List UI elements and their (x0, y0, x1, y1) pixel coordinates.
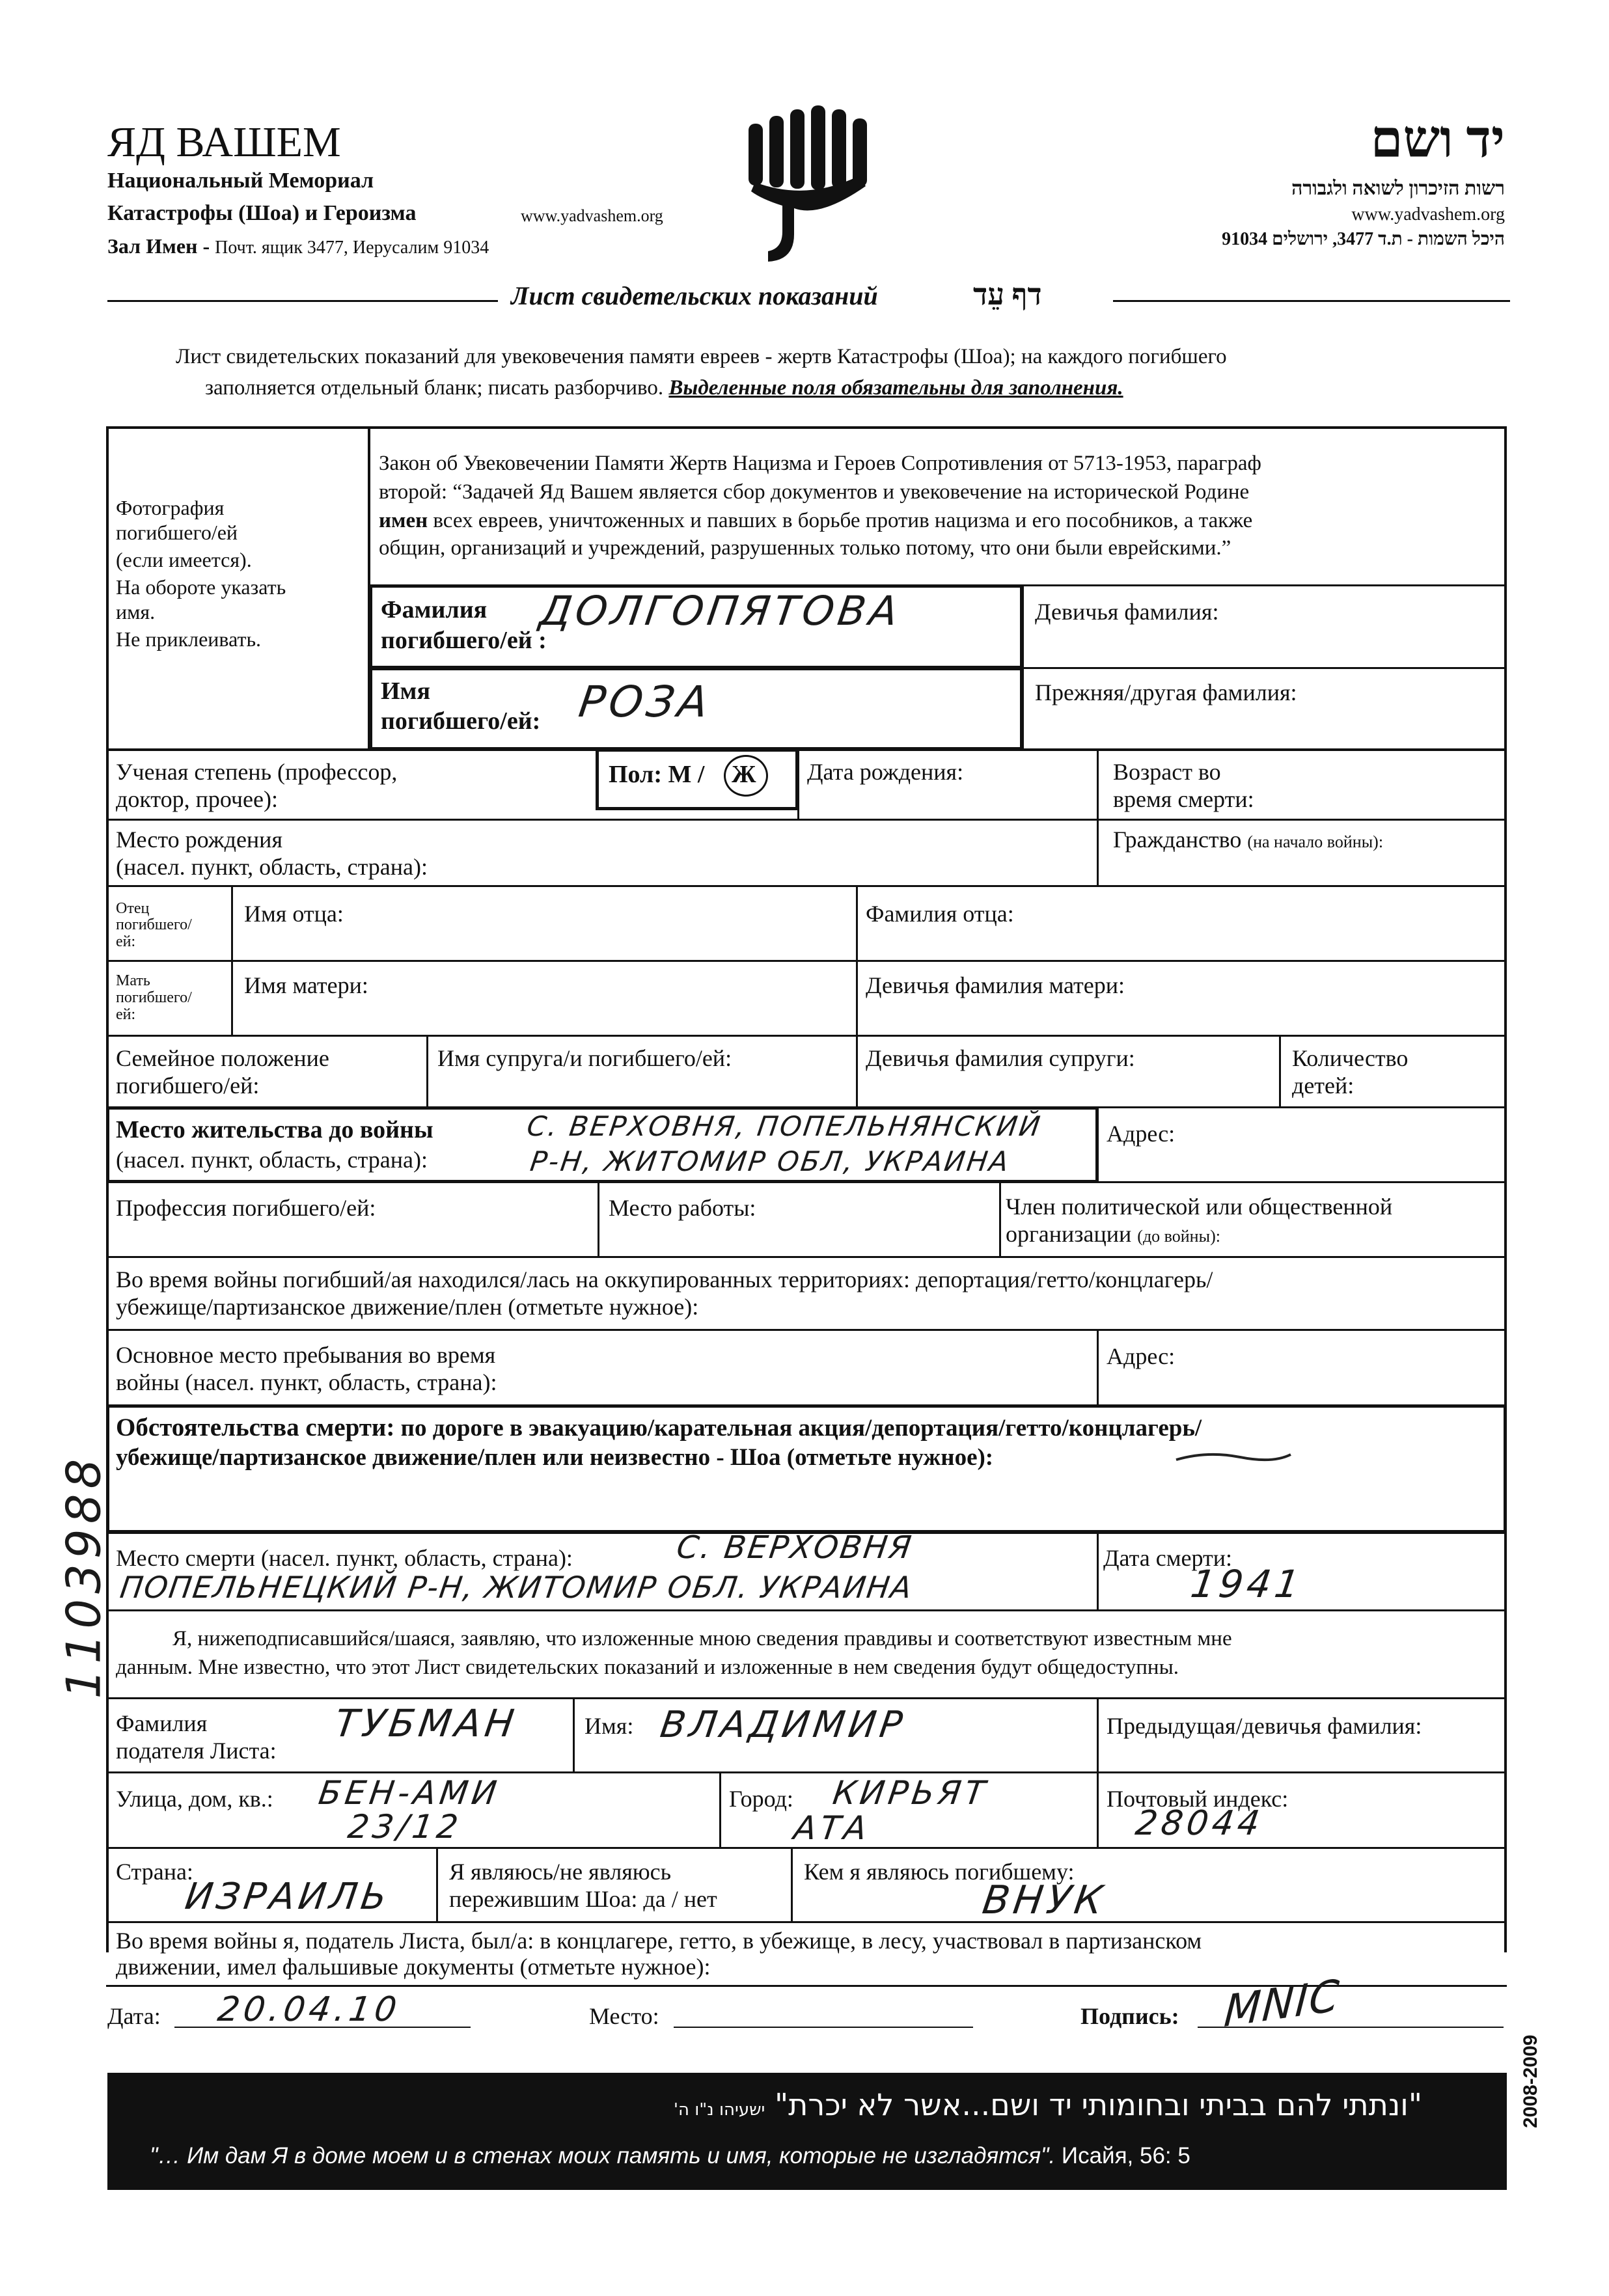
grid-line (1279, 1035, 1281, 1108)
footer-quote-ru-text: "… Им дам Я в доме моем и в стенах моих память и имя, которые не изгладятся". (150, 2143, 1056, 2168)
citizenship-note: (на начало войны): (1247, 832, 1384, 851)
mother-side-label: Мать (116, 972, 150, 989)
city-label: Город: (729, 1786, 793, 1812)
law-names-word: имен (379, 509, 428, 532)
other-surname-label[interactable]: Прежняя/другая фамилия: (1035, 679, 1297, 705)
law-line: Закон об Увековечении Памяти Жертв Нацизма и Героев Сопротивления от 5713-1953, параграф (379, 452, 1261, 475)
law-line (379, 506, 1252, 535)
grid-line (791, 1847, 793, 1922)
yad-vashem-logo-icon (742, 104, 879, 267)
address-label[interactable]: Адрес: (1107, 1121, 1176, 1147)
org-title-ru: ЯД ВАШЕМ (107, 118, 341, 166)
footer-banner (107, 2073, 1507, 2190)
grid-line (719, 1771, 721, 1848)
form-title-ru: Лист свидетельских показаний (511, 281, 878, 310)
footer-quote-he (674, 2086, 1422, 2129)
title-rule-left (107, 300, 498, 302)
residence-label: (насел. пункт, область, страна): (116, 1147, 428, 1173)
grid-line (106, 1921, 1507, 1923)
declaration-text: Я, нижеподписавшийся/шаяся, заявляю, что изложенные мною сведения правдивы и соответствуют известным мне (172, 1627, 1232, 1650)
grid-line (106, 1771, 1507, 1773)
during-war-label[interactable]: Во время войны я, податель Листа, был/а: в концлагере, гетто, в убежище, в лесу, участвовал в партизанском (116, 1928, 1202, 1954)
org-line3-ru (107, 232, 489, 262)
side-years: 2008-2009 (1520, 2034, 1541, 2128)
po-box: Почт. ящик 3477, Иерусалим 91034 (215, 238, 489, 258)
father-name-label[interactable]: Имя отца: (244, 901, 344, 927)
city-value: АТА (791, 1809, 873, 1847)
sex-selection-circle-icon (724, 755, 768, 797)
death-circ-title: Обстоятельства смерти: (116, 1414, 395, 1442)
footer-quote-ru (150, 2142, 1190, 2170)
workplace-label[interactable]: Место работы: (609, 1195, 756, 1221)
photo-label: Не приклеивать. (116, 627, 262, 651)
org-line2-ru: Катастрофы (Шоа) и Героизма (107, 201, 417, 225)
photo-label: погибшего/ей (116, 521, 238, 544)
grid-line (106, 960, 1507, 962)
father-surname-label[interactable]: Фамилия отца: (866, 901, 1014, 927)
submitter-surname-label: подателя Листа: (116, 1738, 277, 1764)
family-status-label: погибшего/ей: (116, 1073, 260, 1099)
death-place-value: ПОПЕЛЬНЕЦКИЙ Р-Н, ЖИТОМИР ОБЛ. УКРАИНА (118, 1570, 915, 1605)
grid-line (426, 1035, 428, 1108)
org-member-label (1006, 1220, 1220, 1251)
intro-required-note: Выделенные поля обязательны для заполнения. (668, 376, 1123, 400)
photo-label: имя. (116, 600, 156, 623)
street-label: Улица, дом, кв.: (116, 1786, 273, 1812)
org-website-he: www.yadvashem.org (1351, 204, 1505, 225)
grid-line (106, 1256, 1507, 1258)
grid-line (106, 426, 109, 1952)
spouse-name-label[interactable]: Имя супруга/и погибшего/ей: (437, 1045, 732, 1071)
grid-line (1097, 748, 1099, 885)
birth-place-label: (насел. пункт, область, страна): (116, 854, 428, 880)
grid-line (106, 1329, 1507, 1331)
submitter-prev-surname-label[interactable]: Предыдущая/девичья фамилия: (1107, 1713, 1422, 1739)
war-status-label: убежище/партизанское движение/плен (отметьте нужное): (116, 1294, 699, 1320)
residence-label: Место жительства до войны (116, 1116, 433, 1143)
zip-value: 28044 (1133, 1804, 1266, 1843)
grid-line (598, 1181, 599, 1258)
birth-date-label[interactable]: Дата рождения: (807, 759, 964, 785)
org-title-he: יד ושם (1370, 111, 1505, 169)
org-line1-ru: Национальный Мемориал (107, 169, 374, 193)
spouse-maiden-label[interactable]: Девичья фамилия супруги: (866, 1045, 1135, 1071)
city-value: КИРЬЯТ (830, 1774, 991, 1812)
birth-place-label[interactable]: Место рождения (116, 827, 283, 853)
mother-side-label: погибшего/ (116, 989, 192, 1006)
street-value: БЕН-АМИ (316, 1774, 503, 1812)
death-circ-label (116, 1414, 1202, 1443)
grid-line (106, 1035, 1507, 1037)
grid-line (856, 885, 858, 1108)
death-place-value: С. ВЕРХОВНЯ (674, 1529, 916, 1566)
surname-label: погибшего/ей : (381, 627, 547, 654)
intro-line2 (205, 374, 1123, 402)
grid-line (106, 885, 1507, 887)
signature-value: MNIC (1222, 1969, 1342, 2038)
death-circ-label: убежище/партизанское движение/плен или неизвестно - Шоа (отметьте нужное): (116, 1444, 994, 1471)
grid-line (1097, 1329, 1099, 1406)
relation-label: Кем я являюсь погибшему: (804, 1859, 1075, 1885)
zip-label: Почтовый индекс: (1107, 1786, 1289, 1812)
handwritten-stroke-icon (1175, 1448, 1292, 1468)
submitter-surname-label: Фамилия (116, 1710, 208, 1736)
org-website-ru: www.yadvashem.org (521, 206, 663, 225)
grid-line (999, 1181, 1001, 1258)
org-line3-he: היכל השמות - ת.ד 3477, ירושלים 91034 (1222, 229, 1505, 249)
mother-side-label: ей: (116, 1006, 136, 1023)
grid-line (573, 1697, 575, 1772)
hall-of-names-label: Зал Имен - (107, 234, 210, 258)
intro-line2-text: заполняется отдельный бланк; писать разборчиво. (205, 376, 664, 400)
submitter-name-value: ВЛАДИМИР (657, 1704, 909, 1746)
degree-label[interactable]: Ученая степень (профессор, (116, 759, 398, 785)
declaration-text: данным. Мне известно, что этот Лист свидетельских показаний и изложенные в нем сведения будут общедоступны. (116, 1656, 1179, 1679)
street-value: 23/12 (345, 1808, 465, 1846)
place-label: Место: (589, 2003, 659, 2029)
during-war-label: движении, имел фальшивые документы (отметьте нужное): (116, 1954, 711, 1980)
photo-label: Фотография (116, 496, 225, 519)
form-title-he: דף עֵד (973, 278, 1042, 311)
grid-line (106, 426, 1507, 429)
age-label[interactable]: Возраст во (1113, 759, 1221, 785)
relation-value: ВНУК (980, 1878, 1110, 1923)
date-label: Дата: (107, 2003, 161, 2029)
war-status-label[interactable]: Во время войны погибший/ая находился/лась на оккупированных территориях: депортация/гетто/концлагерь/ (116, 1266, 1213, 1292)
citizenship-text: Гражданство (1113, 827, 1242, 853)
degree-label: доктор, прочее): (116, 786, 278, 812)
citizenship-label[interactable] (1113, 825, 1383, 856)
country-label: Страна: (116, 1859, 193, 1885)
law-line: второй: “Задачей Яд Вашем является сбор документов и увековечение на исторической Родине (379, 480, 1250, 504)
survivor-label: пережившим Шоа: да / нет (449, 1886, 717, 1912)
main-place-label[interactable]: Основное место пребывания во время (116, 1342, 496, 1368)
father-side-label: Отец (116, 900, 150, 917)
sex-label: Пол: М / (609, 761, 705, 788)
family-status-label[interactable]: Семейное положение (116, 1045, 329, 1071)
law-line3-rest: всех евреев, уничтоженных и павших в борьбе против нацизма и его пособников, а также (433, 509, 1253, 532)
grid-line (106, 1697, 1507, 1699)
name-value: РОЗА (575, 677, 715, 727)
org-member-label[interactable]: Член политической или общественной (1006, 1194, 1393, 1220)
residence-value: С. ВЕРХОВНЯ, ПОПЕЛЬНЯНСКИЙ (525, 1110, 1044, 1142)
place-line (674, 2027, 973, 2028)
father-side-label: погибшего/ (116, 916, 192, 933)
address-label[interactable]: Адрес: (1107, 1343, 1176, 1369)
name-label: погибшего/ей: (381, 707, 541, 735)
father-side-label: ей: (116, 933, 136, 950)
death-date-value: 1941 (1188, 1562, 1306, 1606)
date-value: 20.04.10 (215, 1990, 403, 2029)
maiden-name-label[interactable]: Девичья фамилия: (1035, 599, 1219, 625)
org-member-text: организации (1006, 1221, 1132, 1247)
children-count-label[interactable]: Количество (1292, 1045, 1409, 1071)
footer-quote-ru-src: Исайя, 56: 5 (1061, 2143, 1190, 2168)
photo-label: (если имеется). (116, 548, 252, 571)
org-member-note: (до войны): (1137, 1227, 1220, 1246)
residence-value: Р-Н, ЖИТОМИР ОБЛ, УКРАИНА (528, 1145, 1013, 1177)
footer-quote-he-text: "ונתתי להם בביתי ובחומותי יד ושם...אשר לא יכרת" (774, 2087, 1422, 2122)
grid-line (106, 819, 1507, 821)
submitter-name-label: Имя: (584, 1713, 634, 1739)
grid-line (1504, 426, 1507, 1952)
children-count-label: детей: (1292, 1073, 1355, 1099)
photo-label: На обороте указать (116, 575, 286, 599)
footer-quote-he-src: ישעיהו נ"ו ה' (673, 2100, 765, 2120)
grid-line (436, 1847, 438, 1922)
mother-maiden-label[interactable]: Девичья фамилия матери: (866, 972, 1125, 998)
death-circ-options: по дороге в эвакуацию/карательная акция/депортация/гетто/концлагерь/ (400, 1415, 1202, 1442)
title-rule-right (1113, 300, 1510, 302)
signature-label: Подпись: (1080, 2003, 1179, 2029)
submitter-surname-value: ТУБМАН (332, 1701, 521, 1745)
death-date-label: Дата смерти: (1103, 1545, 1233, 1571)
grid-line (106, 1609, 1507, 1611)
sex-selected-female: Ж (732, 761, 756, 788)
org-line1-he: רשות הזיכרון לשואה ולגבורה (1291, 178, 1505, 199)
law-line: общин, организаций и учреждений, разрушенных только потому, что они были еврейскими.” (379, 536, 1231, 560)
age-label: время смерти: (1113, 786, 1254, 812)
intro-line1: Лист свидетельских показаний для увековечения памяти евреев - жертв Катастрофы (Шоа); на каждого погибшего (176, 345, 1227, 368)
surname-value: ДОЛГОПЯТОВА (536, 587, 905, 635)
survivor-label: Я являюсь/не являюсь (449, 1859, 672, 1885)
grid-line (1097, 1533, 1099, 1611)
grid-line (106, 1847, 1507, 1849)
main-place-label: войны (насел. пункт, область, страна): (116, 1369, 497, 1395)
country-value: ИЗРАИЛЬ (182, 1876, 393, 1918)
death-place-label: Место смерти (насел. пункт, область, страна): (116, 1545, 573, 1571)
profession-label[interactable]: Профессия погибшего/ей: (116, 1195, 376, 1221)
margin-note: 1103988 (56, 1453, 111, 1699)
mother-name-label[interactable]: Имя матери: (244, 972, 368, 998)
surname-label: Фамилия (381, 596, 488, 623)
name-label: Имя (381, 677, 430, 705)
